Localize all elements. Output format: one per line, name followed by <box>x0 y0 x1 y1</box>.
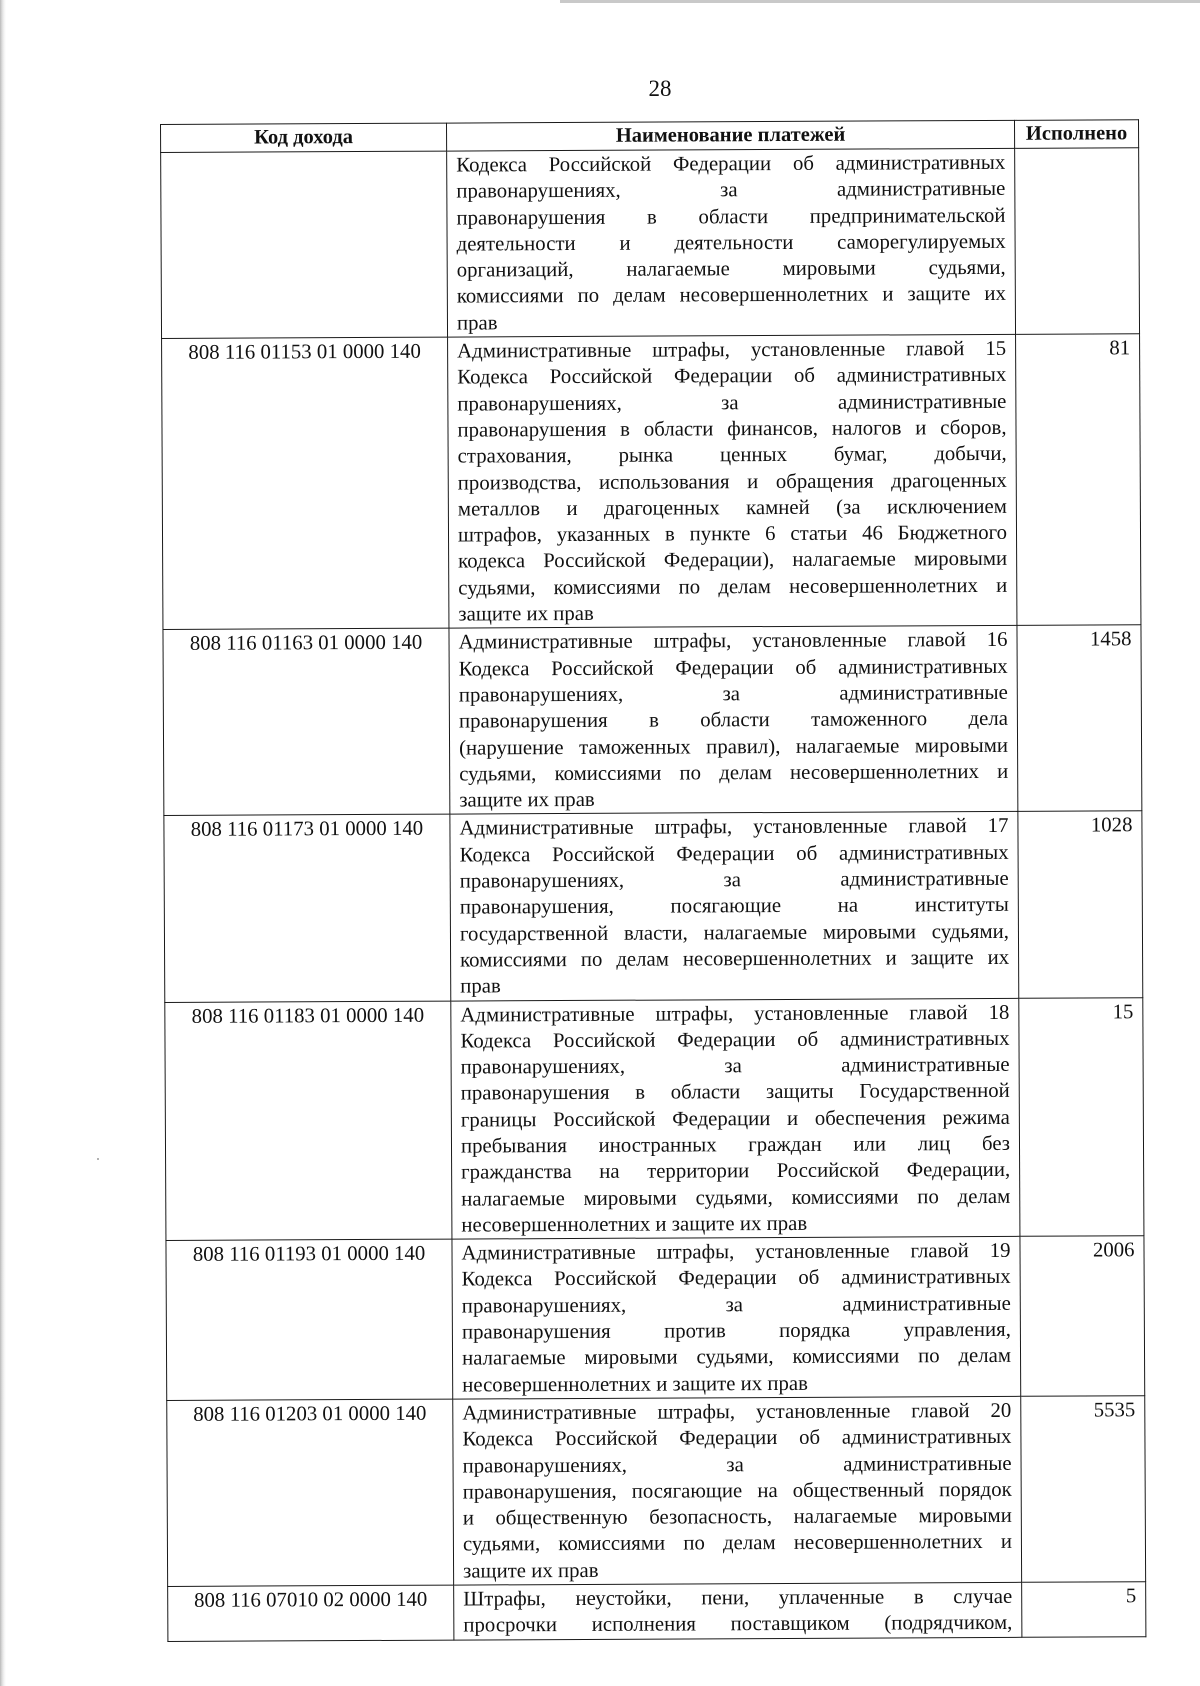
payment-name-line: Штрафы, неустойки, пени, уплаченные в случае <box>463 1584 1013 1611</box>
payment-name-line: налагаемые мировыми судьями, комиссиями по делам <box>461 1184 1011 1211</box>
executed-amount-cell: 1458 <box>1017 625 1142 812</box>
payment-name-line: защите их прав <box>463 1558 599 1583</box>
executed-amount-cell: 1028 <box>1018 811 1143 998</box>
table-row <box>167 1396 1146 1587</box>
header-executed: Исполнено <box>1014 120 1138 149</box>
payment-name-line: правонарушениях, за административные <box>461 1291 1011 1318</box>
revenue-code-cell: 808 116 07010 02 0000 140 <box>168 1585 454 1641</box>
scan-speck <box>97 1158 99 1160</box>
payment-name-cell <box>451 998 1020 1239</box>
header-name: Наименование платежей <box>446 120 1014 151</box>
table-row <box>163 625 1142 816</box>
payment-name-line: правонарушения, посягающие на общественный порядок <box>462 1477 1012 1504</box>
payment-name-line: страхования, рынка ценных бумаг, добычи, <box>457 442 1007 468</box>
payment-name-line: производства, использования и обращения драгоценных <box>457 468 1007 495</box>
revenue-code-cell: 808 116 01173 01 0000 140 <box>164 815 451 1002</box>
scan-edge-top <box>560 0 1200 3</box>
payment-name-line: прав <box>456 311 498 335</box>
payment-name-line: Кодекса Российской Федерации об административных <box>457 363 1007 389</box>
payment-name-line: просрочки исполнения поставщиком (подрядчиком, <box>463 1611 1013 1637</box>
executed-amount-cell: 5 <box>1022 1582 1146 1637</box>
revenue-code-cell: 808 116 01193 01 0000 140 <box>166 1239 453 1400</box>
revenue-code-cell: 808 116 01153 01 0000 140 <box>162 337 449 630</box>
table-row <box>168 1582 1146 1641</box>
payment-name-line: Административные штрафы, установленные главой 15 <box>457 336 1007 363</box>
payment-name-line: деятельности и деятельности саморегулируемых <box>456 229 1006 256</box>
payment-name-line: Кодекса Российской Федерации об административных <box>456 150 1006 177</box>
table-row <box>165 997 1144 1240</box>
payment-name-line: правонарушения в области защиты Государственной <box>460 1079 1010 1105</box>
payment-name-line: Административные штрафы, установленные главой 16 <box>458 628 1008 654</box>
payment-name-line: Кодекса Российской Федерации об административных <box>459 840 1009 867</box>
payment-name-line: правонарушениях, за административные <box>457 389 1007 416</box>
payment-name-line: защите их прав <box>458 601 594 626</box>
payment-name-line: судьями, комиссиями по делам несовершеннолетних и <box>458 573 1008 600</box>
payment-name-line: правонарушения в области финансов, налогов и сборов, <box>457 415 1007 442</box>
payment-name-line: Административные штрафы, установленные главой 19 <box>461 1239 1011 1265</box>
payment-name-line: Кодекса Российской Федерации об административных <box>461 1265 1011 1292</box>
payment-name-cell <box>454 1582 1022 1639</box>
payment-name-line: Кодекса Российской Федерации об административных <box>458 654 1008 681</box>
payment-name-cell <box>452 1236 1021 1399</box>
payment-name-line: (нарушение таможенных правил), налагаемые мировыми <box>458 733 1009 760</box>
page-number: 28 <box>648 76 672 101</box>
payment-name-cell <box>448 334 1017 628</box>
executed-amount-cell: 5535 <box>1021 1396 1146 1583</box>
payment-name-line: правонарушения, посягающие на институты <box>459 893 1009 919</box>
revenue-code-cell <box>161 151 448 338</box>
payment-name-line: правонарушения в области таможенного дела <box>458 707 1008 733</box>
payment-name-line: гражданства на территории Российской Федерации, <box>461 1158 1011 1184</box>
scan-edge-left <box>0 0 6 1686</box>
payment-name-cell <box>450 812 1019 1001</box>
payment-name-line: штрафов, указанных в пункте 6 статьи 46 Бюджетного <box>457 521 1008 547</box>
payment-name-line: организаций, налагаемые мировыми судьями, <box>456 256 1006 282</box>
payment-name-line: комиссиями по делам несовершеннолетних и защите их <box>460 945 1010 972</box>
revenue-code-cell: 808 116 01163 01 0000 140 <box>163 628 450 815</box>
payment-name-line: судьями, комиссиями по делам несовершеннолетних и <box>459 759 1009 786</box>
payment-name-cell <box>449 626 1018 815</box>
payment-name-line: комиссиями по делам несовершеннолетних и защите их <box>456 282 1006 309</box>
payment-name-line: правонарушениях, за административные <box>458 680 1008 707</box>
payment-name-line: несовершеннолетних и защите их прав <box>462 1371 808 1397</box>
revenue-table <box>160 119 1146 1641</box>
payment-name-line: и общественную безопасность, налагаемые мировыми <box>462 1503 1012 1530</box>
executed-amount-cell: 81 <box>1016 334 1141 626</box>
payment-name-line: правонарушения против порядка управления, <box>461 1317 1011 1344</box>
payment-name-line: несовершеннолетних и защите их прав <box>461 1211 808 1237</box>
table-body <box>161 148 1146 1641</box>
payment-name-line: судьями, комиссиями по делам несовершеннолетних и <box>462 1530 1012 1556</box>
revenue-code-cell: 808 116 01203 01 0000 140 <box>167 1399 454 1586</box>
executed-amount-cell: 15 <box>1019 997 1144 1236</box>
table-row <box>164 811 1143 1002</box>
payment-name-line: пребывания иностранных граждан или лиц без <box>460 1131 1011 1158</box>
table-row <box>161 148 1140 339</box>
payment-name-line: Административные штрафы, установленные главой 17 <box>459 814 1009 840</box>
table-row <box>162 334 1141 630</box>
header-code: Код дохода <box>161 123 447 152</box>
payment-name-line: защите их прав <box>459 788 595 812</box>
payment-name-line: Административные штрафы, установленные главой 20 <box>462 1398 1012 1425</box>
payment-name-line: металлов и драгоценных камней (за исключением <box>457 494 1007 521</box>
payment-name-line: прав <box>460 974 501 998</box>
executed-amount-cell: 2006 <box>1020 1236 1145 1396</box>
payment-name-cell <box>447 148 1016 337</box>
payment-name-line: кодекса Российской Федерации), налагаемые мировыми <box>458 547 1008 574</box>
payment-name-line: правонарушения в области предпринимательской <box>456 203 1006 230</box>
payment-name-line: налагаемые мировыми судьями, комиссиями по делам <box>461 1344 1012 1370</box>
payment-name-line: государственной власти, налагаемые мировыми судьями, <box>459 919 1010 946</box>
payment-name-line: Кодекса Российской Федерации об административных <box>460 1026 1010 1053</box>
payment-name-line: Кодекса Российской Федерации об административных <box>462 1425 1012 1451</box>
payment-name-line: границы Российской Федерации и обеспечения режима <box>460 1105 1010 1132</box>
executed-amount-cell <box>1015 148 1140 335</box>
payment-name-line: правонарушениях, за административные <box>462 1451 1012 1478</box>
payment-name-line: правонарушениях, за административные <box>456 177 1006 203</box>
payment-name-line: правонарушениях, за административные <box>459 866 1009 893</box>
payment-name-cell <box>453 1396 1022 1585</box>
table-row <box>166 1236 1145 1401</box>
payment-name-line: Административные штрафы, установленные главой 18 <box>460 1000 1010 1027</box>
revenue-code-cell: 808 116 01183 01 0000 140 <box>165 1001 452 1241</box>
payment-name-line: правонарушениях, за административные <box>460 1052 1010 1079</box>
